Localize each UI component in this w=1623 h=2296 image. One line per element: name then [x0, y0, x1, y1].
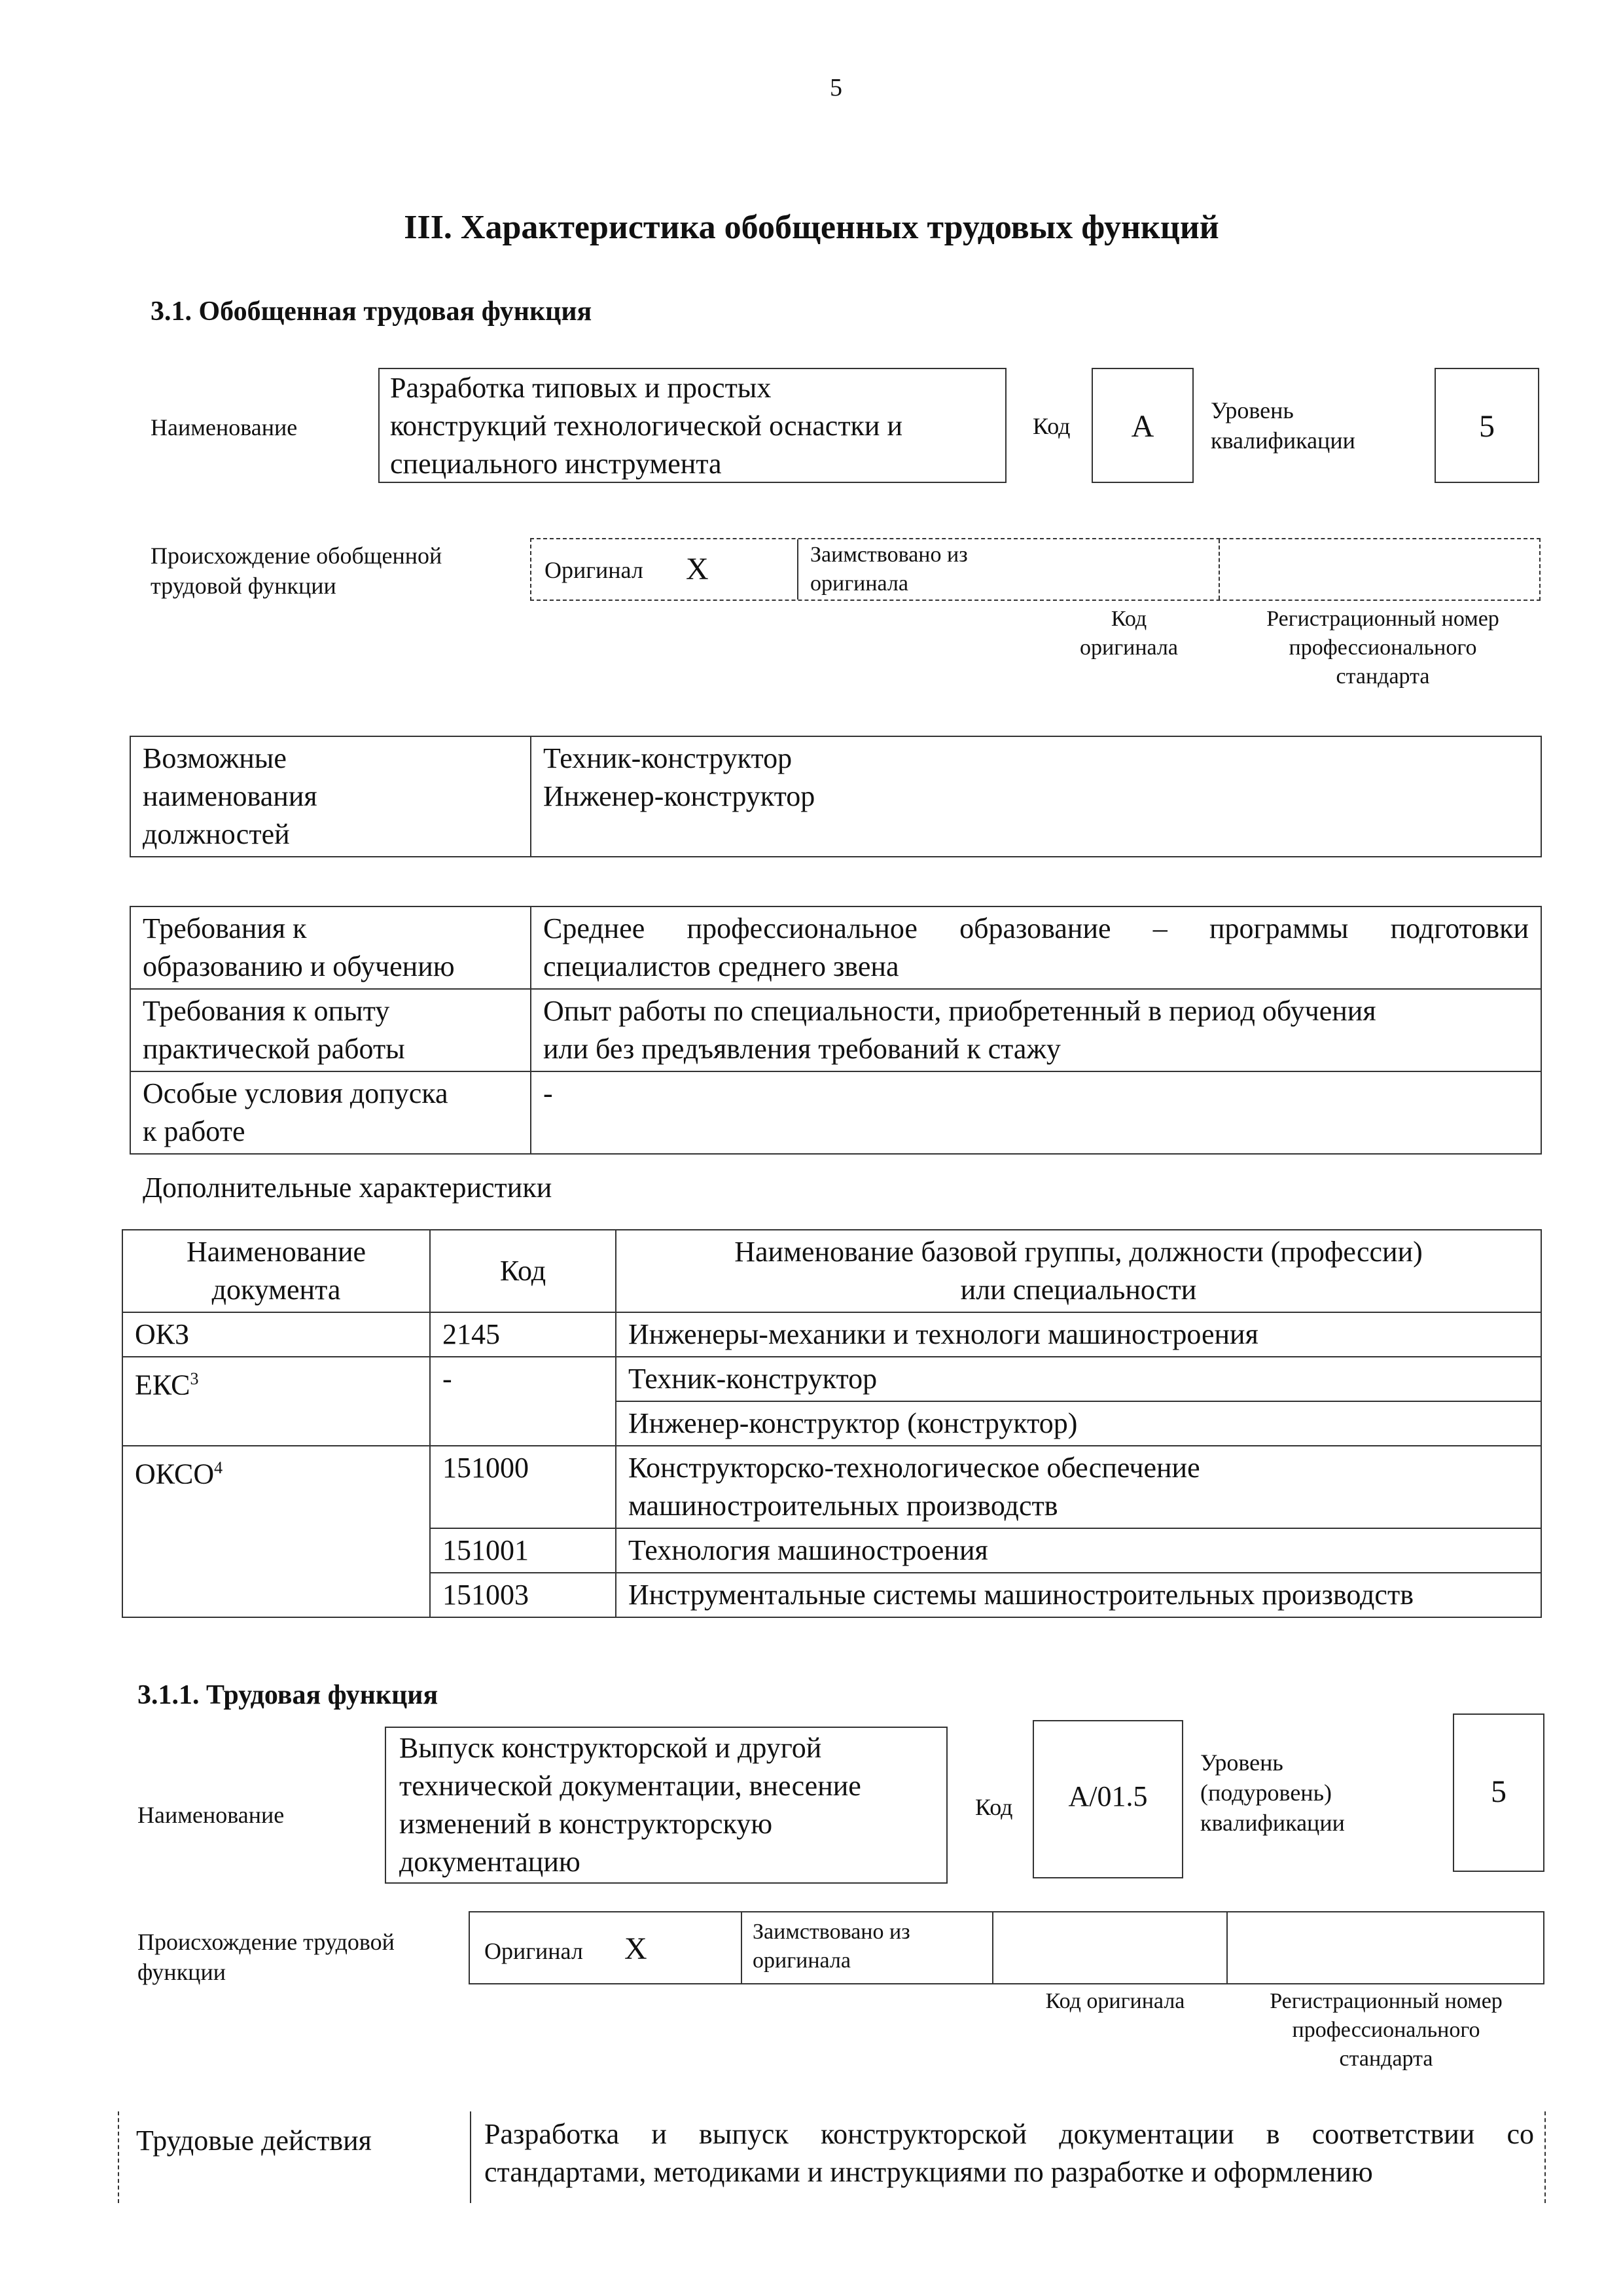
section-title: III. Характеристика обобщенных трудовых функций: [404, 209, 1219, 246]
header-code: Код: [430, 1230, 616, 1312]
header-group: Наименование базовой группы, должности (профессии) или специальности: [616, 1230, 1541, 1312]
gtf-original-label: Оригинал: [544, 557, 643, 583]
requirement-row: [130, 989, 1541, 1071]
tf-original-mark: X: [624, 1931, 647, 1966]
row-doc: ОКСО$^4$: [122, 1446, 430, 1617]
tf-level-value: 5: [1491, 1774, 1507, 1809]
row-doc: ОКЗ: [122, 1312, 430, 1357]
tf-level-label: Уровень (подуровень) квалификации: [1200, 1749, 1345, 1836]
row-code: 151001: [430, 1528, 616, 1573]
positions-table: [130, 736, 1542, 857]
requirement-label: Особые условия допуска к работе: [130, 1071, 531, 1154]
gtf-level-box: [1435, 368, 1539, 483]
gtf-origin-label: Происхождение обобщенной трудовой функции: [151, 543, 442, 599]
gtf-level-value: 5: [1479, 409, 1495, 444]
gtf-borrowed-label: Заимствовано из оригинала: [810, 543, 968, 596]
table-row: [122, 1357, 1541, 1401]
gtf-name-label: Наименование: [151, 414, 298, 440]
requirement-value: -: [531, 1071, 1541, 1154]
row-name: Конструкторско-технологическое обеспечение машиностроительных производств: [616, 1446, 1541, 1528]
row-name: Инженер-конструктор (конструктор): [616, 1401, 1541, 1446]
row-name: Техник-конструктор: [616, 1357, 1541, 1401]
row-code: -: [430, 1357, 616, 1446]
page-number: 5: [830, 74, 842, 101]
header-doc: Наименование документа: [122, 1230, 430, 1312]
requirement-row: [130, 1071, 1541, 1154]
tf-code-original-caption: Код оригинала: [1045, 1989, 1185, 2013]
tf-name: Выпуск конструкторской и другой технической документации, внесение изменений в конструкторскую документацию: [399, 1732, 861, 1878]
additional-table: [122, 1229, 1542, 1618]
requirement-row: [130, 906, 1541, 989]
gtf-name: Разработка типовых и простых конструкций технологической оснастки и специального инструмента: [390, 372, 903, 480]
tf-code-label: Код: [975, 1794, 1013, 1820]
requirement-label: Требования к опыту практической работы: [130, 989, 531, 1071]
gtf-code-box: [1092, 368, 1194, 483]
tf-code-box: [1033, 1720, 1183, 1878]
tf-heading: 3.1.1. Трудовая функция: [137, 1680, 438, 1710]
tf-borrowed-label: Заимствовано из оригинала: [753, 1920, 910, 1973]
labor-actions-value: Разработка и выпуск конструкторской документации в соответствии со стандартами, методиками и инструкциями по разработке и оформлению: [484, 2118, 1534, 2188]
gtf-heading: 3.1. Обобщенная трудовая функция: [151, 296, 592, 327]
requirement-value: Среднее профессиональное образование – программы подготовки специалистов среднего звена: [531, 906, 1541, 989]
row-name: Инженеры-механики и технологи машиностроения: [616, 1312, 1541, 1357]
row-code: 151000: [430, 1446, 616, 1528]
tf-origin-label: Происхождение трудовой функции: [137, 1929, 395, 1985]
gtf-level-label: Уровень квалификации: [1211, 397, 1355, 454]
row-name: Технология машиностроения: [616, 1528, 1541, 1573]
positions-label: Возможные наименования должностей: [130, 736, 531, 857]
requirements-table: [130, 906, 1542, 1155]
tf-name-label: Наименование: [137, 1802, 285, 1828]
additional-header-row: [122, 1230, 1541, 1312]
tf-name-box: [385, 1727, 948, 1884]
gtf-code-value: А: [1131, 409, 1154, 444]
tf-reg-number-caption: Регистрационный номер профессионального стандарта: [1270, 1989, 1503, 2071]
gtf-reg-number-caption: Регистрационный номер профессионального стандарта: [1266, 607, 1499, 689]
positions-values: Техник-конструктор Инженер-конструктор: [531, 736, 1541, 857]
row-code: 2145: [430, 1312, 616, 1357]
row-code: 151003: [430, 1573, 616, 1617]
row-name: Инструментальные системы машиностроительных производств: [616, 1573, 1541, 1617]
table-row: [122, 1446, 1541, 1528]
table-row: [122, 1312, 1541, 1357]
gtf-code-original-caption: Код оригинала: [1080, 607, 1178, 660]
tf-level-box: [1453, 1713, 1544, 1872]
labor-actions-label: Трудовые действия: [136, 2125, 372, 2157]
gtf-original-mark: X: [686, 552, 709, 586]
requirement-value: Опыт работы по специальности, приобретенный в период обучения или без предъявления требований к стажу: [531, 989, 1541, 1071]
gtf-name-box: [378, 368, 1007, 483]
gtf-origin-box: [530, 538, 1541, 601]
gtf-code-label: Код: [1033, 413, 1071, 439]
additional-title: Дополнительные характеристики: [143, 1172, 552, 1204]
tf-code-value: А/01.5: [1068, 1780, 1148, 1812]
requirement-label: Требования к образованию и обучению: [130, 906, 531, 989]
tf-original-label: Оригинал: [484, 1938, 583, 1964]
row-doc: ЕКС$^3$: [122, 1357, 430, 1446]
